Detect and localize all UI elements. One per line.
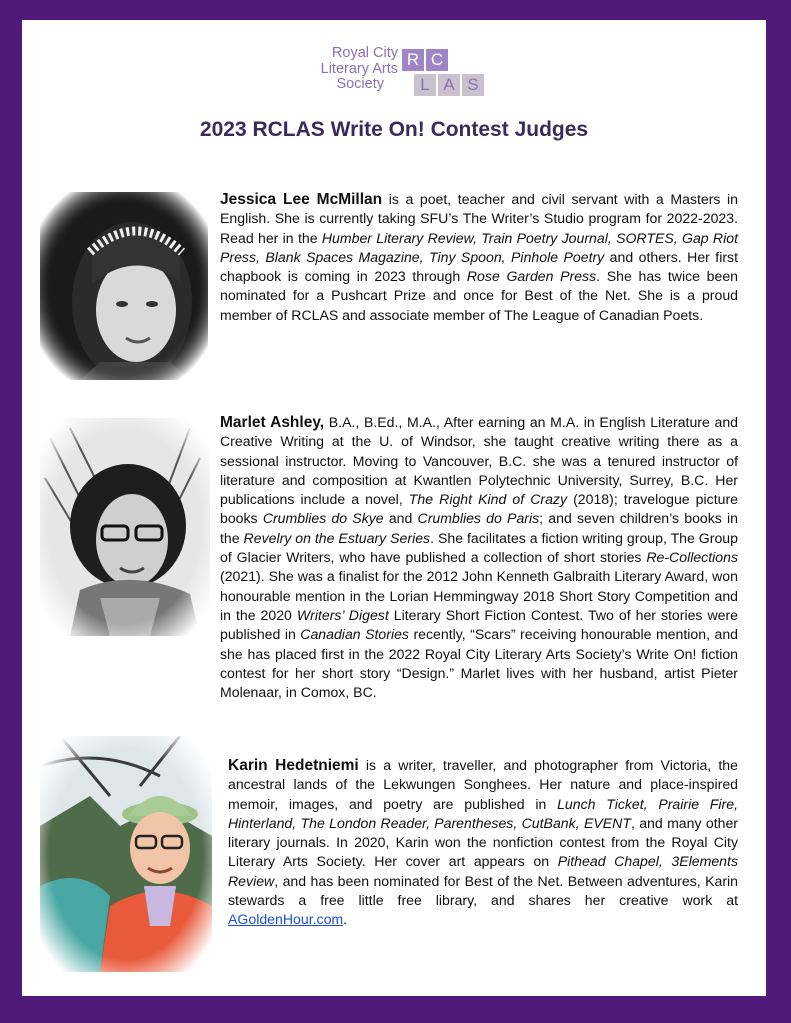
jessica-photo	[40, 192, 208, 380]
bio-text: . She has twice been nominated for a Pushcart Prize and once for Best of the Net. She is a proud member of RCLAS and associate member of The League of Canadian Poets.	[220, 268, 739, 323]
bio-text: .	[343, 911, 348, 928]
judge-name: Marlet Ashley,	[220, 414, 325, 431]
page-title: 2023 RCLAS Write On! Contest Judges	[199, 118, 589, 141]
judge-bio-karin	[228, 756, 738, 930]
bio-text: (2018); travelogue picture books	[220, 491, 738, 527]
logo-line-1: Royal City	[331, 45, 398, 61]
judge-name: Jessica Lee McMillan	[220, 191, 383, 208]
logo-letter-c: C	[426, 49, 448, 71]
publication-list: Lunch Ticket, Prairie Fire, Hinterland, The London Reader, Parentheses, CutBank, EVENT	[228, 795, 738, 831]
publication-name: Re-Collections	[646, 549, 738, 566]
logo-letter-l: L	[414, 74, 436, 96]
judge-name: Karin Hedetniemi	[228, 757, 359, 774]
rclas-logo	[296, 46, 506, 102]
publication-name: Canadian Stories	[300, 626, 409, 643]
judge-bio-marlet-top	[220, 413, 738, 702]
bio-text: B.A., B.Ed., M.A., After earning an M.A. in English Literature and Creative Writing at the U. of Windsor, she taught creative writing there as a sessional instructor. Moving to Vancouver, B.C. she was a tenured instructor of literature and composition at Kwantlen Polytechnic University, Surrey, B.C. Her publications include a novel,	[220, 414, 738, 508]
publication-name: Revelry on the Estuary Series	[243, 529, 431, 546]
publication-name: Crumblies do Paris	[417, 510, 540, 527]
publication-name: Rose Garden Press	[466, 268, 597, 285]
portrait-image	[40, 192, 208, 380]
publication-list: Humber Literary Review, Train Poetry Journal, SORTES, Gap Riot Press, Blank Spaces Magazine, Tiny Spoon, Pinhole Poetry	[220, 229, 738, 265]
bio-text: ; and seven children’s books in the	[220, 510, 738, 546]
page	[22, 20, 766, 996]
bio-text: , and many other literary journals. In 2020, Karin won the nonfiction contest from the Royal City Literary Arts Society. Her cover art appears on	[228, 814, 738, 870]
logo-letter-a: A	[438, 74, 460, 96]
bio-text: is a writer, traveller, and photographer from Victoria, the ancestral lands of the Lekwungen Songhees. Her nature and place-inspired memoir, images, and poetry are published in	[228, 757, 738, 812]
judge-bio-jessica	[220, 190, 738, 325]
logo-line-3: Society	[336, 76, 384, 92]
bio-text: (2021). She was a finalist for the 2012 John Kenneth Galbraith Literary Award, won honourable mention in the Lorian Hemmingway 2018 Short Story Competition and in the 2020	[220, 568, 738, 623]
logo-wordmark	[278, 46, 398, 93]
publication-name: The Right Kind of Crazy	[408, 491, 568, 508]
bio-text: and others. Her first chapbook is coming in 2023 through	[220, 248, 739, 285]
website-link[interactable]: AGoldenHour.com	[228, 911, 344, 928]
bio-text: , and has been nominated for Best of the Net. Between adventures, Karin stewards a free little free library, and shares her creative work at	[228, 872, 738, 909]
portrait-image	[40, 418, 210, 636]
karin-photo	[40, 736, 212, 972]
bio-text: . She facilitates a fiction writing group, The Group of Glacier Writers, who have published a collection of short stories	[220, 529, 738, 566]
marlet-photo	[40, 418, 210, 636]
logo-letter-r: R	[402, 49, 424, 71]
logo-letter-s: S	[462, 74, 484, 96]
bio-text: recently, “Scars” receiving honourable mention, and she has placed first in the 2022 Royal City Literary Arts Society’s Write On! fiction contest for her short story “Design.” Marlet lives with her husband, artist Pieter Molenaar, in Comox, BC.	[220, 626, 738, 701]
bio-text: Literary Short Fiction Contest. Two of her stories were published in	[220, 606, 738, 643]
logo-line-2: Literary Arts	[320, 60, 398, 77]
portrait-image	[40, 736, 212, 972]
publication-name: Crumblies do Skye	[262, 510, 384, 527]
bio-text: and	[383, 510, 418, 527]
publication-name: Writers’ Digest	[296, 606, 389, 623]
publication-list: Pithead Chapel, 3Elements Review	[228, 853, 738, 889]
bio-text: is a poet, teacher and civil servant with a Masters in English. She is currently taking SFU’s The Writer’s Studio program for 2022-2023. Read her in the	[220, 191, 738, 246]
